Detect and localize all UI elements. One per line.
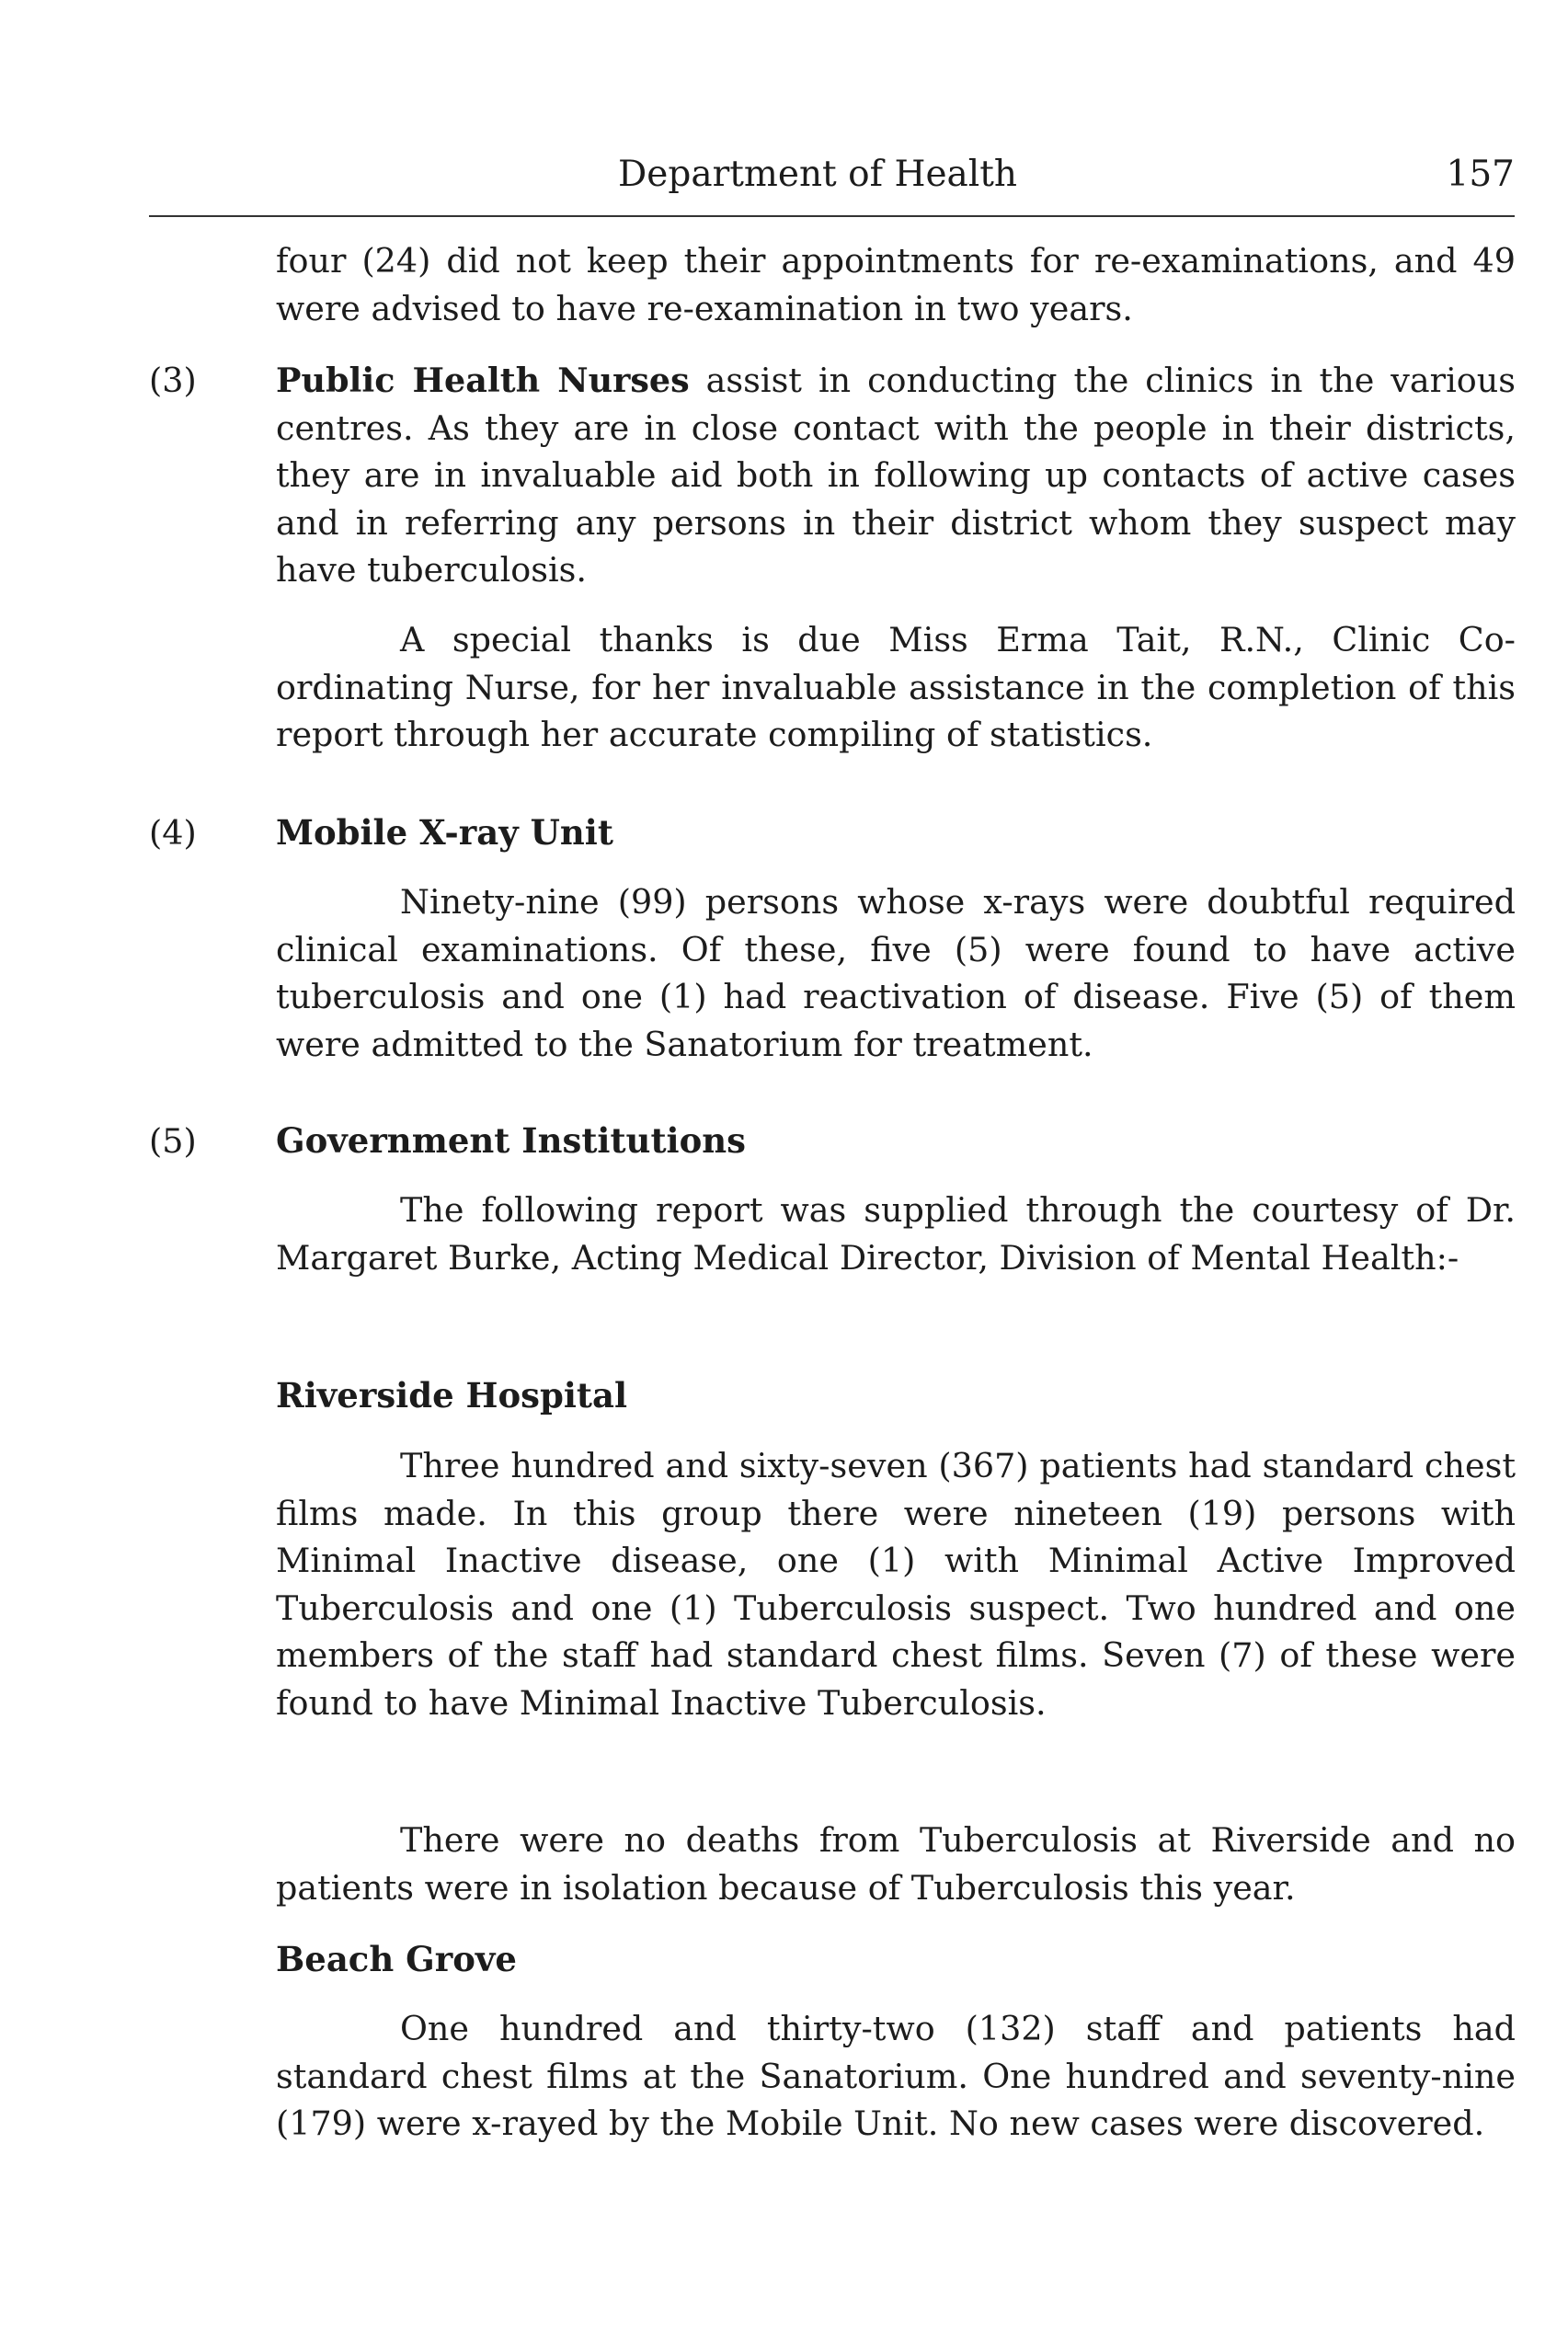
riverside-heading: Riverside Hospital: [276, 1375, 628, 1416]
section-3-number: (3): [149, 361, 197, 400]
section-3-paragraph: [276, 357, 1516, 594]
beach-grove-paragraph: One hundred and thirty-two (132) staff and patients had standard chest films at the Sanatorium. One hundred and seventy-nine (179) were x-rayed by the Mobile Unit. No new cases were discovered.: [276, 2009, 1516, 2143]
section-4-paragraph: Ninety-nine (99) persons whose x-rays were doubtful required clinical examinations. Of these, five (5) were found to have active tuberculosis and one (1) had reactivation of disease. Five (5) of them were admitted to the Sanatorium for treatment.: [276, 882, 1516, 1064]
section-4-number: (4): [149, 813, 197, 853]
running-header: [149, 147, 1515, 202]
header-title: Department of Health: [618, 154, 1018, 195]
riverside-paragraph-2: There were no deaths from Tuberculosis at Riverside and no patients were in isolation because of Tuberculosis this year.: [276, 1820, 1516, 1908]
section-3-text: assist in conducting the clinics in the various centres. As they are in close contact with the people in their districts, they are in invaluable aid both in following up contacts of active cases and in referring any persons in their district whom they suspect may have tuberculosis.: [276, 361, 1516, 590]
intro-paragraph: four (24) did not keep their appointments for re-examinations, and 49 were advised to have re-examination in two years.: [276, 241, 1516, 328]
header-rule: [149, 215, 1515, 217]
beach-grove-heading: Beach Grove: [276, 1939, 517, 1979]
page-number: 157: [1446, 154, 1515, 195]
section-3-thanks: A special thanks is due Miss Erma Tait, R.N., Clinic Co-ordinating Nurse, for her invaluable assistance in the completion of this report through her accurate compiling of statistics.: [276, 620, 1516, 754]
riverside-paragraph-1: Three hundred and sixty-seven (367) patients had standard chest films made. In this group there were nineteen (19) persons with Minimal Inactive disease, one (1) with Minimal Active Improved Tuberculosis and one (1) Tuberculosis suspect. Two hundred and one members of the staff had standard chest films. Seven (7) of these were found to have Minimal Inactive Tuberculosis.: [276, 1446, 1516, 1723]
section-4-heading: Mobile X-ray Unit: [276, 812, 613, 853]
section-5-number: (5): [149, 1121, 197, 1161]
section-5-heading: Government Institutions: [276, 1120, 747, 1161]
section-5-paragraph: The following report was supplied through the courtesy of Dr. Margaret Burke, Acting Medical Director, Division of Mental Health:-: [276, 1190, 1516, 1278]
section-3-lead: Public Health Nurses: [276, 361, 690, 400]
